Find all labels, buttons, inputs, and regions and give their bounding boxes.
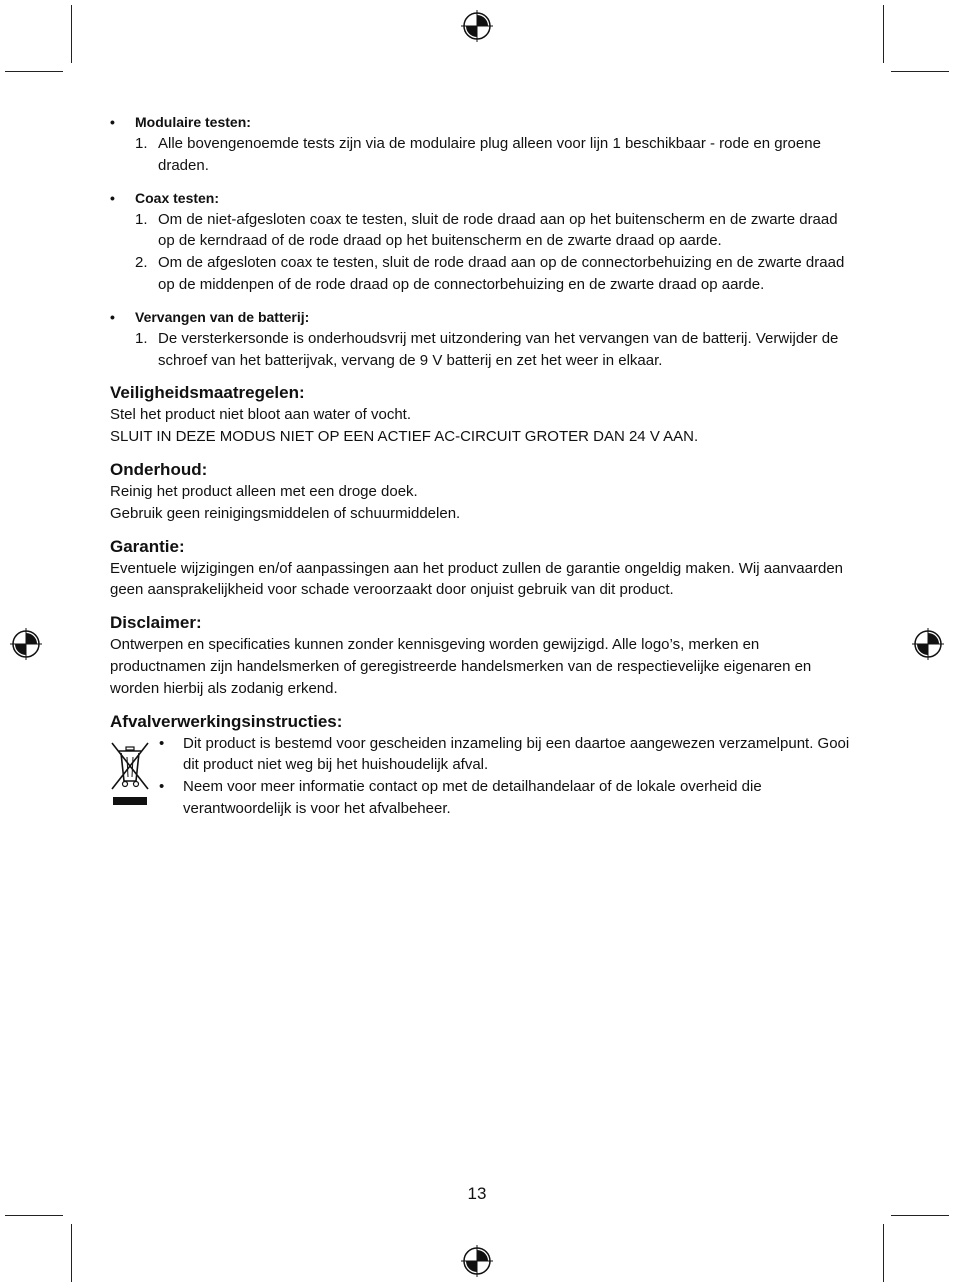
crop-mark [883, 5, 884, 63]
section-title-maintenance: Onderhoud: [110, 459, 208, 479]
numbered-list [110, 328, 850, 372]
registration-mark-icon [461, 10, 493, 42]
paragraph: Eventuele wijzigingen en/of aanpassingen aan het product zullen de garantie ongeldig maken. Wij aanvaarden geen aansprakelijkheid voor schade veroorzaakt door onjuist gebruik van dit product. [110, 559, 844, 599]
list-item: • Dit product is bestemd voor gescheiden inzameling bij een daartoe aangewezen verzamelpunt. Gooi dit product niet weg bij het huishoudelijk afval. [159, 734, 850, 774]
paragraph: SLUIT IN DEZE MODUS NIET OP EEN ACTIEF AC-CIRCUIT GROTER DAN 24 V AAN. [110, 428, 699, 446]
section-heading-battery: • Vervangen van de batterij: [110, 307, 850, 328]
registration-mark-icon [461, 1245, 493, 1277]
crop-mark [883, 1224, 884, 1282]
list-item: 2. Om de afgesloten coax te testen, sluit de rode draad aan op de connectorbehuizing en de zwarte draad op de middenpen of de rode draad op de connectorbehuizing en de zwarte draad op aarde. [135, 254, 845, 293]
bullet-list [110, 733, 850, 820]
registration-mark-icon [912, 628, 944, 660]
paragraph: Stel het product niet bloot aan water of vocht. [110, 406, 412, 424]
crop-mark [891, 1215, 949, 1216]
section-title-warranty: Garantie: [110, 536, 185, 556]
section-title-disclaimer: Disclaimer: [110, 613, 202, 633]
bullet: • [159, 778, 165, 796]
waste-section [110, 733, 850, 823]
section-heading-modular: • Modulaire testen: [110, 112, 850, 133]
registration-mark-icon [10, 628, 42, 660]
section-heading-coax: • Coax testen: [110, 188, 850, 209]
page-number: 13 [467, 1184, 487, 1203]
bullet: • [110, 114, 115, 130]
crop-mark [891, 71, 949, 72]
section-title-waste: Afvalverwerkingsinstructies: [110, 711, 343, 731]
paragraph: Ontwerpen en specificaties kunnen zonder kennisgeving worden gewijzigd. Alle logo’s, merken en productnamen zijn handelsmerken of geregistreerde handelsmerken van de respectievelijke eigenaren en worden hierbij als zodanig erkend. [110, 636, 812, 697]
numbered-list [110, 133, 850, 177]
section-title-safety: Veiligheidsmaatregelen: [110, 383, 305, 403]
list-item: 1. De versterkersonde is onderhoudsvrij met uitzondering van het vervangen van de batterij. Verwijder de schroef van het batterijvak, vervang de 9 V batterij en zet het weer in elkaar. [135, 329, 839, 369]
page-content [110, 112, 850, 823]
list-item: • Neem voor meer informatie contact op met de detailhandelaar of de lokale overheid die verantwoordelijk is voor het afvalbeheer. [159, 778, 762, 817]
crop-mark [5, 71, 63, 72]
crop-mark [5, 1215, 63, 1216]
list-item: 1. Alle bovengenoemde tests zijn via de modulaire plug alleen voor lijn 1 beschikbaar - rode en groene draden. [135, 135, 821, 174]
bullet: • [110, 189, 115, 206]
numbered-list [110, 209, 850, 296]
bullet: • [110, 308, 115, 325]
bullet: • [159, 734, 165, 752]
crop-mark [71, 5, 72, 63]
paragraph: Gebruik geen reinigingsmiddelen of schuurmiddelen. [110, 504, 461, 522]
list-item: 1. Om de niet-afgesloten coax te testen, sluit de rode draad aan op het buitenscherm en de zwarte draad op de kerndraad of de rode draad op het buitenscherm en de zwarte draad op aarde. [135, 210, 838, 250]
crop-mark [71, 1224, 72, 1282]
crossed-out-wheelie-bin-icon [110, 741, 150, 807]
paragraph: Reinig het product alleen met een droge doek. [110, 482, 418, 500]
